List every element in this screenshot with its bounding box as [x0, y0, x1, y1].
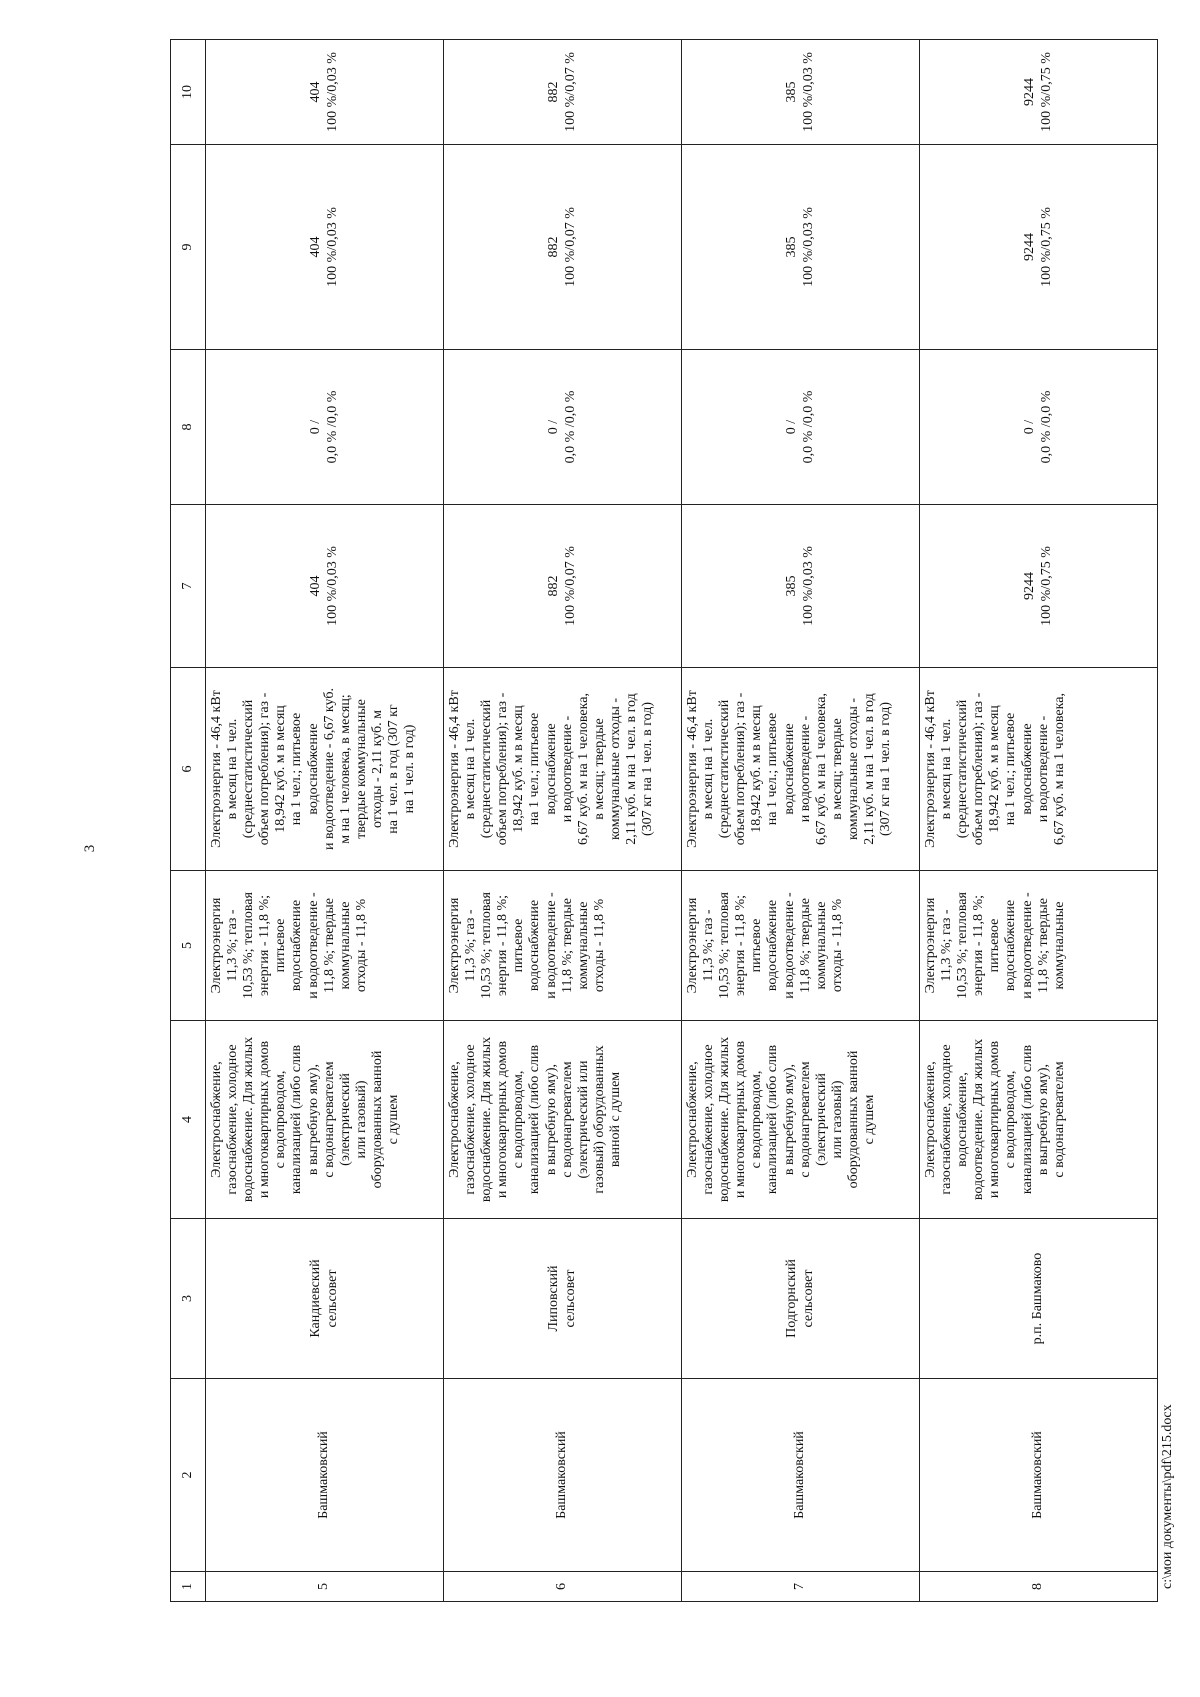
column-header: 6 [171, 668, 206, 871]
value-cell-9 [206, 145, 444, 350]
increase-cell [682, 871, 920, 1021]
data-table [170, 39, 1158, 1602]
norms-text: Электроэнергия - 46,4 кВт в месяц на 1 чел. (среднестатистический объем потребления); газ - 18,942 куб. м в месяц на 1 чел.; питьевое водоснабжение и водоотведение - 6,67 куб. м на 1 человека, [923, 690, 1067, 848]
settlement-cell [444, 1219, 682, 1379]
services-cell [920, 1021, 1158, 1219]
value-text: 0 / 0,0 % /0,0 % [784, 390, 816, 464]
services-text: Электроснабжение, газоснабжение, холодное водоснабжение, водоотведение. Для жилых и многоквартирных домов с водопроводом, канализацией (либо слив в выгребную яму), с водонагревателем [923, 1038, 1067, 1201]
value-cell-8 [206, 350, 444, 505]
table-row [920, 40, 1158, 1602]
value-text: 882 100 %/0,07 % [546, 52, 578, 132]
norms-cell [920, 668, 1158, 871]
value-cell-10 [206, 40, 444, 145]
services-cell [444, 1021, 682, 1219]
value-cell-9 [920, 145, 1158, 350]
settlement-text: Подгорнский сельсовет [784, 1259, 816, 1338]
value-text: 9244 100 %/0,75 % [1022, 207, 1054, 287]
column-header: 2 [171, 1379, 206, 1572]
settlement-cell [682, 1219, 920, 1379]
value-text: 9244 100 %/0,75 % [1022, 546, 1054, 626]
value-text: 882 100 %/0,07 % [546, 207, 578, 287]
district-cell: Башмаковский [920, 1379, 1158, 1572]
norms-cell [444, 668, 682, 871]
services-text: Электроснабжение, газоснабжение, холодное водоснабжение. Для жилых и многоквартирных домов с водопроводом, канализацией (либо слив в выгребную яму), с водонагревателем (электрический или газовый) оборудованных ванной с душем [447, 1036, 623, 1203]
value-cell-8 [444, 350, 682, 505]
value-text: 882 100 %/0,07 % [546, 546, 578, 626]
value-cell-7 [444, 505, 682, 668]
increase-text: Электроэнергия 11,3 %; газ - 10,53 %; тепловая энергия - 11,8 %; питьевое водоснабжение и водоотведение - 11,8 %; твердые коммунальные отходы - 11,8 % [209, 892, 369, 999]
increase-text: Электроэнергия 11,3 %; газ - 10,53 %; тепловая энергия - 11,8 %; питьевое водоснабжение и водоотведение - 11,8 %; твердые коммунальные [923, 892, 1067, 999]
row-number: 7 [682, 1572, 920, 1602]
value-cell-7 [206, 505, 444, 668]
increase-text: Электроэнергия 11,3 %; газ - 10,53 %; тепловая энергия - 11,8 %; питьевое водоснабжение и водоотведение - 11,8 %; твердые коммунальные отходы - 11,8 % [685, 892, 845, 999]
norms-cell [682, 668, 920, 871]
value-cell-10 [444, 40, 682, 145]
settlement-cell [206, 1219, 444, 1379]
value-text: 404 100 %/0,03 % [308, 207, 340, 287]
value-cell-9 [444, 145, 682, 350]
column-header: 1 [171, 1572, 206, 1602]
column-header: 5 [171, 871, 206, 1021]
services-cell [206, 1021, 444, 1219]
services-text: Электроснабжение, газоснабжение, холодное водоснабжение. Для жилых и многоквартирных домов с водопроводом, канализацией (либо слив в выгребную яму), с водонагревателем (электрический или газовый) оборудованных ванной с душем [209, 1036, 402, 1203]
services-cell [682, 1021, 920, 1219]
value-text: 0 / 0,0 % /0,0 % [546, 390, 578, 464]
value-text: 0 / 0,0 % /0,0 % [1022, 390, 1054, 464]
value-text: 404 100 %/0,03 % [308, 52, 340, 132]
settlement-text: р.п. Башмаково [1030, 1252, 1046, 1345]
norms-text: Электроэнергия - 46,4 кВт в месяц на 1 чел. (среднестатистический объем потребления); газ - 18,942 куб. м в месяц на 1 чел.; питьевое водоснабжение и водоотведение - 6,67 куб. м на 1 человека, в месяц; твердые коммунальные отходы - 2,11 куб. м на 1 чел. в год (307 кг на 1 чел. в год) [447, 690, 656, 848]
district-cell: Башмаковский [444, 1379, 682, 1572]
settlement-cell [920, 1219, 1158, 1379]
value-text: 385 100 %/0,03 % [784, 546, 816, 626]
row-number: 5 [206, 1572, 444, 1602]
column-header: 9 [171, 145, 206, 350]
value-cell-7 [920, 505, 1158, 668]
table-row [682, 40, 920, 1602]
norms-cell [206, 668, 444, 871]
column-header: 8 [171, 350, 206, 505]
page-number: 3 [82, 844, 98, 853]
value-text: 0 / 0,0 % /0,0 % [308, 390, 340, 464]
value-cell-10 [920, 40, 1158, 145]
district-cell: Башмаковский [206, 1379, 444, 1572]
column-header: 7 [171, 505, 206, 668]
table-row [444, 40, 682, 1602]
value-cell-9 [682, 145, 920, 350]
column-header: 3 [171, 1219, 206, 1379]
column-header: 4 [171, 1021, 206, 1219]
row-number: 6 [444, 1572, 682, 1602]
table-row [206, 40, 444, 1602]
file-path-footer: c:\мои документы\pdf\215.docx [1160, 1404, 1175, 1589]
value-text: 404 100 %/0,03 % [308, 546, 340, 626]
settlement-text: Липовский сельсовет [546, 1265, 578, 1332]
value-cell-8 [920, 350, 1158, 505]
value-cell-7 [682, 505, 920, 668]
value-cell-8 [682, 350, 920, 505]
increase-cell [444, 871, 682, 1021]
norms-text: Электроэнергия - 46,4 кВт в месяц на 1 чел. (среднестатистический объем потребления); газ - 18,942 куб. м в месяц на 1 чел.; питьевое водоснабжение и водоотведение - 6,67 куб. м на 1 человека, в месяц; твердые коммунальные отходы - 2,11 куб. м на 1 чел. в год (307 кг на 1 чел. в год) [209, 688, 418, 850]
increase-text: Электроэнергия 11,3 %; газ - 10,53 %; тепловая энергия - 11,8 %; питьевое водоснабжение и водоотведение - 11,8 %; твердые коммунальные отходы - 11,8 % [447, 892, 607, 999]
increase-cell [920, 871, 1158, 1021]
column-header: 10 [171, 40, 206, 145]
district-cell: Башмаковский [682, 1379, 920, 1572]
settlement-text: Кандиевский сельсовет [308, 1259, 340, 1338]
value-text: 385 100 %/0,03 % [784, 52, 816, 132]
services-text: Электроснабжение, газоснабжение, холодное водоснабжение. Для жилых и многоквартирных домов с водопроводом, канализацией (либо слив в выгребную яму), с водонагревателем (электрический или газовый) оборудованных ванной с душем [685, 1036, 878, 1203]
value-text: 385 100 %/0,03 % [784, 207, 816, 287]
increase-cell [206, 871, 444, 1021]
value-text: 9244 100 %/0,75 % [1022, 52, 1054, 132]
norms-text: Электроэнергия - 46,4 кВт в месяц на 1 чел. (среднестатистический объем потребления); газ - 18,942 куб. м в месяц на 1 чел.; питьевое водоснабжение и водоотведение - 6,67 куб. м на 1 человека, в месяц; твердые коммунальные отходы - 2,11 куб. м на 1 чел. в год (307 кг на 1 чел. в год) [685, 690, 894, 848]
value-cell-10 [682, 40, 920, 145]
row-number: 8 [920, 1572, 1158, 1602]
header-row [171, 40, 206, 1602]
